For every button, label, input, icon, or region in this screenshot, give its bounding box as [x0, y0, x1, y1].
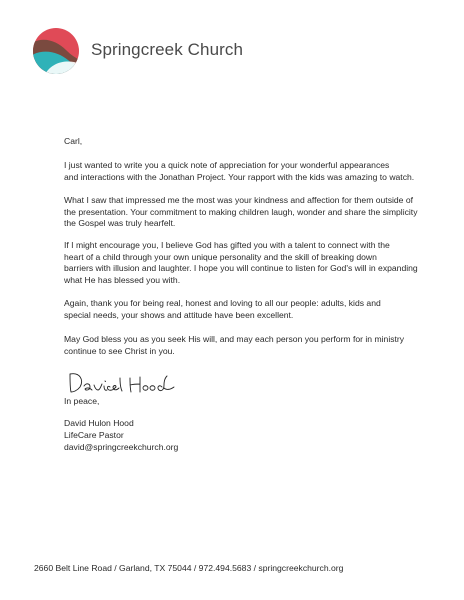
letter-paragraph — [64, 334, 424, 357]
signer-name: David Hulon Hood — [64, 418, 134, 428]
paragraph-line: May God bless you as you seek His will, and may each person you perform for in ministry — [64, 334, 405, 344]
paragraph-line: I just wanted to write you a quick note of appreciation for your wonderful appearances — [64, 160, 390, 170]
letter-paragraph — [64, 240, 424, 286]
paragraph-line: what He has blessed you with. — [64, 274, 181, 285]
paragraph-line: Again, thank you for being real, honest and loving to all our people: adults, kids and — [64, 298, 381, 308]
letter-paragraph — [64, 298, 424, 321]
letter-paragraph — [64, 160, 424, 183]
paragraph-line: If I might encourage you, I believe God has gifted you with a talent to connect with the — [64, 240, 390, 250]
footer-address: 2660 Belt Line Road / Garland, TX 75044 / 972.494.5683 / springcreekchurch.org — [34, 563, 344, 573]
paragraph-line: What I saw that impressed me the most was your kindness and affection for them outside of — [64, 195, 414, 205]
paragraph-line: the Gospel was truly hearfelt. — [64, 218, 176, 229]
signer-title: LifeCare Pastor — [64, 430, 124, 441]
signer-email: david@springcreekchurch.org — [64, 442, 179, 453]
paragraph-line: and interactions with the Jonathan Project. Your rapport with the kids was amazing to watch. — [64, 171, 415, 182]
letter-greeting: Carl, — [64, 136, 83, 146]
letter-closing: In peace, — [64, 396, 100, 406]
organization-name: Springcreek Church — [91, 40, 244, 59]
paragraph-line: heart of a child through your own unique personality and the skill of breaking down — [64, 251, 377, 262]
church-logo-icon — [30, 26, 82, 76]
paragraph-line: continue to see Christ in you. — [64, 345, 175, 356]
paragraph-line: barriers with illusion and laughter. I hope you will continue to listen for God's will in expanding — [64, 263, 418, 274]
letter-paragraph — [64, 195, 424, 230]
paragraph-line: special needs, your shows and attitude have been excellent. — [64, 309, 294, 320]
paragraph-line: the presentation. Your commitment to making children laugh, wonder and share the simplicity — [64, 206, 418, 217]
signature-block — [64, 417, 178, 454]
